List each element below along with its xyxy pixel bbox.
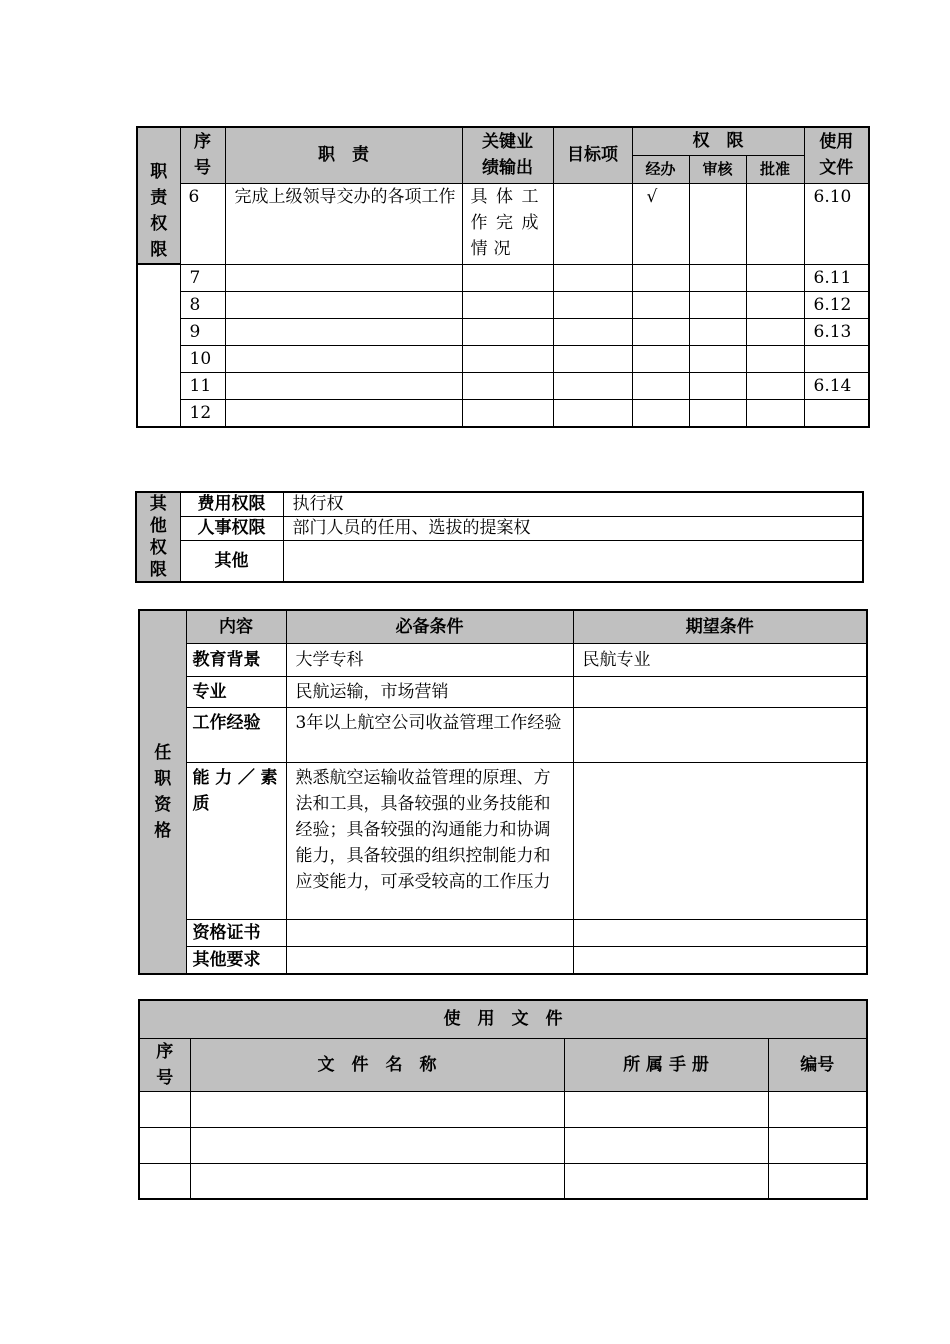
qual-label: 其他要求 [186, 946, 286, 974]
qual-required: 大学专科 [286, 643, 573, 676]
row-approve [746, 264, 804, 291]
doc-header: 使用文件 [804, 127, 869, 183]
doc-seq [139, 1127, 190, 1163]
doc-manual [564, 1091, 768, 1127]
row-handle: √ [632, 183, 689, 264]
row-target [553, 264, 632, 291]
qual-expected: 民航专业 [573, 643, 867, 676]
row-kpi [462, 318, 553, 345]
row-seq: 6 [180, 183, 225, 264]
row-approve [746, 372, 804, 399]
row-seq: 11 [180, 372, 225, 399]
doc-seq-header: 序号 [139, 1038, 190, 1091]
table-row [137, 183, 869, 264]
qual-required: 3年以上航空公司收益管理工作经验 [286, 707, 573, 762]
documents-title: 使 用 文 件 [139, 1000, 867, 1038]
doc-name [190, 1163, 564, 1199]
other-auth-value: 执行权 [283, 492, 863, 516]
row-target [553, 291, 632, 318]
row-handle [632, 399, 689, 427]
doc-code [768, 1163, 867, 1199]
doc-name-header: 文 件 名 称 [190, 1038, 564, 1091]
row-duty: 完成上级领导交办的各项工作 [225, 183, 462, 264]
row-duty [225, 399, 462, 427]
qual-label: 工作经验 [186, 707, 286, 762]
row-doc [804, 345, 869, 372]
qual-label: 资格证书 [186, 919, 286, 946]
row-review [689, 264, 746, 291]
qual-label: 教育背景 [186, 643, 286, 676]
row-seq: 12 [180, 399, 225, 427]
row-review [689, 372, 746, 399]
table-row [137, 399, 869, 427]
table-row [137, 318, 869, 345]
content-header: 内容 [186, 610, 286, 643]
row-kpi [462, 264, 553, 291]
row-seq: 7 [180, 264, 225, 291]
required-header: 必备条件 [286, 610, 573, 643]
duties-section-blank [137, 264, 180, 427]
row-handle [632, 372, 689, 399]
row-handle [632, 318, 689, 345]
auth-handle-header: 经办 [632, 155, 689, 183]
row-doc: 6.11 [804, 264, 869, 291]
row-seq: 9 [180, 318, 225, 345]
other-auth-value: 部门人员的任用、选拔的提案权 [283, 516, 863, 540]
qual-expected [573, 762, 867, 919]
row-doc [804, 399, 869, 427]
row-target [553, 318, 632, 345]
qual-label: 专业 [186, 676, 286, 707]
doc-manual [564, 1163, 768, 1199]
doc-code [768, 1127, 867, 1163]
row-review [689, 183, 746, 264]
row-handle [632, 345, 689, 372]
row-duty [225, 291, 462, 318]
row-target [553, 345, 632, 372]
kpi-header: 关键业绩输出 [462, 127, 553, 183]
row-review [689, 291, 746, 318]
qual-label: 能力／素质 [186, 762, 286, 919]
qual-required: 熟悉航空运输收益管理的原理、方法和工具，具备较强的业务技能和经验；具备较强的沟通能力和协调能力，具备较强的组织控制能力和应变能力，可承受较高的工作压力 [286, 762, 573, 919]
row-approve [746, 345, 804, 372]
row-target [553, 399, 632, 427]
table-row [139, 1127, 867, 1163]
doc-manual [564, 1127, 768, 1163]
row-review [689, 345, 746, 372]
row-kpi: 具体工作完成情况 [462, 183, 553, 264]
qual-expected [573, 919, 867, 946]
row-approve [746, 183, 804, 264]
table-row [139, 1163, 867, 1199]
other-auth-label: 其他 [180, 541, 283, 582]
qual-required: 民航运输，市场营销 [286, 676, 573, 707]
row-seq: 8 [180, 291, 225, 318]
row-approve [746, 291, 804, 318]
table-row [137, 372, 869, 399]
row-seq: 10 [180, 345, 225, 372]
row-kpi [462, 372, 553, 399]
row-duty [225, 264, 462, 291]
table-row [137, 291, 869, 318]
row-target [553, 183, 632, 264]
row-approve [746, 399, 804, 427]
table-row [137, 264, 869, 291]
auth-approve-header: 批准 [746, 155, 804, 183]
other-auth-label: 人事权限 [180, 516, 283, 540]
row-doc: 6.14 [804, 372, 869, 399]
row-doc: 6.12 [804, 291, 869, 318]
row-handle [632, 264, 689, 291]
duties-section-label: 职责权限 [137, 127, 180, 264]
row-approve [746, 318, 804, 345]
qual-expected [573, 707, 867, 762]
target-header: 目标项 [553, 127, 632, 183]
doc-name [190, 1127, 564, 1163]
other-auth-label: 费用权限 [180, 492, 283, 516]
qual-required [286, 946, 573, 974]
other-authority-section-label: 其他权限 [136, 492, 180, 582]
doc-seq [139, 1163, 190, 1199]
documents-table [138, 999, 868, 1200]
qual-expected [573, 946, 867, 974]
other-authority-table [135, 491, 864, 583]
qual-expected [573, 676, 867, 707]
doc-code [768, 1091, 867, 1127]
qualifications-section-label: 任职资格 [139, 610, 186, 974]
table-row [137, 345, 869, 372]
row-handle [632, 291, 689, 318]
authority-header: 权 限 [632, 127, 804, 155]
row-target [553, 372, 632, 399]
doc-seq [139, 1091, 190, 1127]
qualifications-table [138, 609, 868, 975]
row-kpi [462, 345, 553, 372]
auth-review-header: 审核 [689, 155, 746, 183]
doc-code-header: 编号 [768, 1038, 867, 1091]
row-review [689, 318, 746, 345]
expected-header: 期望条件 [573, 610, 867, 643]
row-duty [225, 318, 462, 345]
seq-header: 序号 [180, 127, 225, 183]
other-auth-value [283, 541, 863, 582]
row-review [689, 399, 746, 427]
row-duty [225, 345, 462, 372]
qual-required [286, 919, 573, 946]
row-duty [225, 372, 462, 399]
table-row [139, 1091, 867, 1127]
duties-table [136, 126, 870, 428]
row-doc: 6.13 [804, 318, 869, 345]
row-doc: 6.10 [804, 183, 869, 264]
doc-name [190, 1091, 564, 1127]
doc-manual-header: 所 属 手 册 [564, 1038, 768, 1091]
row-kpi [462, 291, 553, 318]
row-kpi [462, 399, 553, 427]
duty-header: 职 责 [225, 127, 462, 183]
